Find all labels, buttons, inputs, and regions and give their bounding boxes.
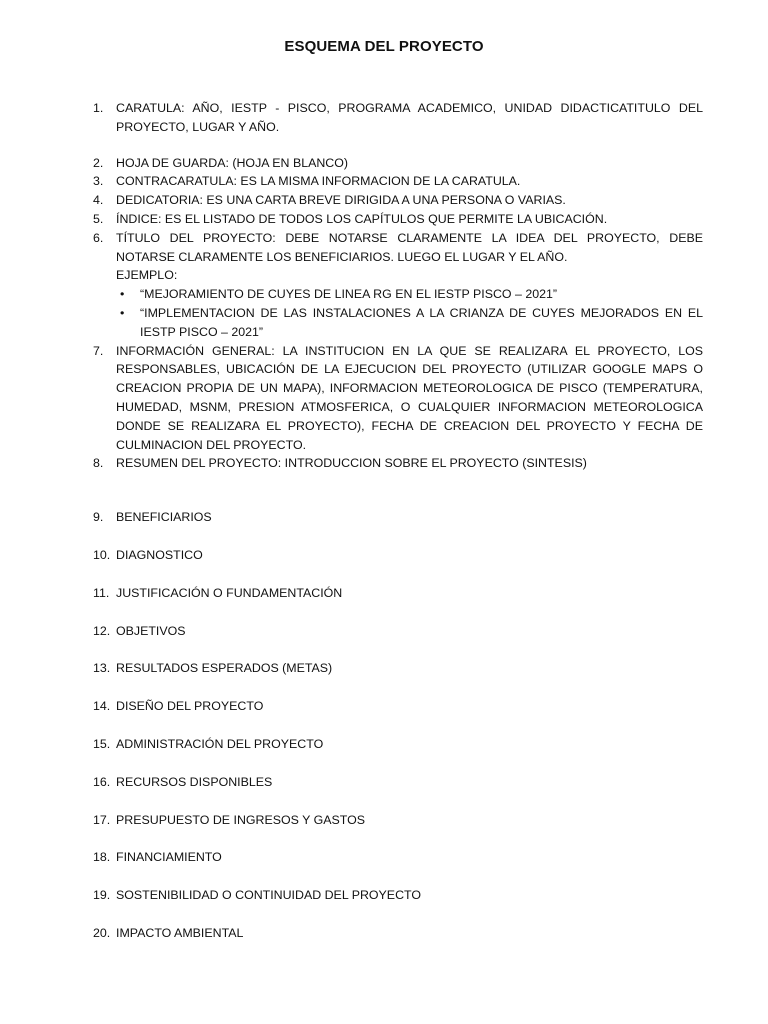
list-item	[93, 735, 703, 754]
item-text: DIAGNOSTICO	[116, 547, 203, 562]
item-text: RECURSOS DISPONIBLES	[116, 774, 273, 789]
item-number: 15.	[93, 736, 111, 751]
bullet-item	[120, 285, 703, 304]
list-item	[93, 697, 703, 716]
item-number: 11.	[93, 585, 110, 600]
item-text: DEDICATORIA: ES UNA CARTA BREVE DIRIGIDA A UNA PERSONA O VARIAS.	[116, 193, 566, 208]
item-number: 13.	[93, 661, 111, 676]
list-item	[93, 210, 703, 229]
list-item	[93, 99, 703, 137]
item-text: CARATULA: AÑO, IESTP - PISCO, PROGRAMA ACADEMICO, UNIDAD DIDACTICATITULO DEL PROYECTO, LUGAR Y AÑO.	[116, 101, 703, 134]
list-item	[93, 848, 703, 867]
outline-list	[93, 99, 703, 943]
bullet-text: “IMPLEMENTACION DE LAS INSTALACIONES A LA CRIANZA DE CUYES MEJORADOS EN EL IESTP PISCO – 2021”	[140, 305, 703, 339]
bullet-item	[120, 304, 703, 342]
list-item	[93, 659, 703, 678]
item-text: SOSTENIBILIDAD O CONTINUIDAD DEL PROYECTO	[116, 888, 421, 903]
item-text: ÍNDICE: ES EL LISTADO DE TODOS LOS CAPÍTULOS QUE PERMITE LA UBICACIÓN.	[116, 211, 608, 226]
item-text: OBJETIVOS	[116, 623, 186, 638]
list-item	[93, 454, 703, 473]
list-item	[93, 508, 703, 527]
item-text: ADMINISTRACIÓN DEL PROYECTO	[116, 736, 324, 751]
list-item	[93, 154, 703, 173]
document-title: ESQUEMA DEL PROYECTO	[284, 38, 484, 55]
item-number: 5.	[93, 211, 104, 226]
item-number: 17.	[93, 812, 111, 827]
item-text: CONTRACARATULA: ES LA MISMA INFORMACION DE LA CARATULA.	[116, 174, 521, 189]
item-text: IMPACTO AMBIENTAL	[116, 925, 244, 940]
item-number: 3.	[93, 174, 104, 189]
list-item	[93, 773, 703, 792]
item-text: RESUMEN DEL PROYECTO: INTRODUCCION SOBRE EL PROYECTO (SINTESIS)	[116, 456, 587, 471]
item-number: 19.	[93, 888, 111, 903]
list-item	[93, 811, 703, 830]
item-text: PRESUPUESTO DE INGRESOS Y GASTOS	[116, 812, 366, 827]
list-item	[93, 546, 703, 565]
item-number: 7.	[93, 343, 104, 358]
item-text: RESULTADOS ESPERADOS (METAS)	[116, 661, 333, 676]
list-item	[93, 191, 703, 210]
bullet-icon: •	[120, 305, 125, 320]
item-number: 2.	[93, 155, 104, 170]
list-item	[93, 342, 703, 455]
item-text-block	[116, 229, 703, 285]
list-item	[93, 924, 703, 943]
item-number: 1.	[93, 101, 104, 115]
item-number: 6.	[93, 230, 104, 245]
item-number: 18.	[93, 850, 111, 865]
item-text: JUSTIFICACIÓN O FUNDAMENTACIÓN	[116, 585, 343, 600]
bullet-text: “MEJORAMIENTO DE CUYES DE LINEA RG EN EL IESTP PISCO – 2021”	[140, 287, 558, 302]
item-text: DISEÑO DEL PROYECTO	[116, 699, 264, 714]
list-item	[93, 622, 703, 641]
item-text: TÍTULO DEL PROYECTO: DEBE NOTARSE CLARAMENTE LA IDEA DEL PROYECTO, DEBE NOTARSE CLARAMENTE LOS BENEFICIARIOS. LUEGO EL LUGAR Y EL AÑO.	[116, 230, 703, 264]
list-item	[93, 886, 703, 905]
list-item	[93, 229, 703, 285]
item-number: 16.	[93, 774, 111, 789]
item-number: 9.	[93, 510, 104, 525]
item-number: 10.	[93, 547, 111, 562]
item-text: FINANCIAMIENTO	[116, 850, 222, 865]
item-number: 12.	[93, 623, 111, 638]
item-text: HOJA DE GUARDA: (HOJA EN BLANCO)	[116, 155, 349, 170]
example-bullets	[93, 285, 703, 341]
bullet-icon: •	[120, 287, 125, 302]
list-item	[93, 172, 703, 191]
example-label: EJEMPLO:	[116, 268, 178, 283]
item-text: BENEFICIARIOS	[116, 510, 212, 525]
list-item	[93, 584, 703, 603]
item-number: 4.	[93, 193, 104, 208]
item-text: INFORMACIÓN GENERAL: LA INSTITUCION EN LA QUE SE REALIZARA EL PROYECTO, LOS RESPONSABLES, UBICACIÓN DE LA EJECUCION DEL PROYECTO (UTILIZAR GOOGLE MAPS O CREACION PROPIA DE UN MAPA), INFORMACION METEOROLOGICA DE PISCO (TEMPERATURA, HUMEDAD, MSNM, PRESION ATMOSFERICA, O CUALQUIER INFORMACION METEOROLOGICA DONDE SE REALIZARA EL PROYECTO), FECHA DE CREACION DEL PROYECTO Y FECHA DE CULMINACION DEL PROYECTO.	[116, 343, 703, 452]
item-number: 8.	[93, 456, 104, 471]
item-number: 14.	[93, 699, 111, 714]
item-number: 20.	[93, 925, 111, 940]
